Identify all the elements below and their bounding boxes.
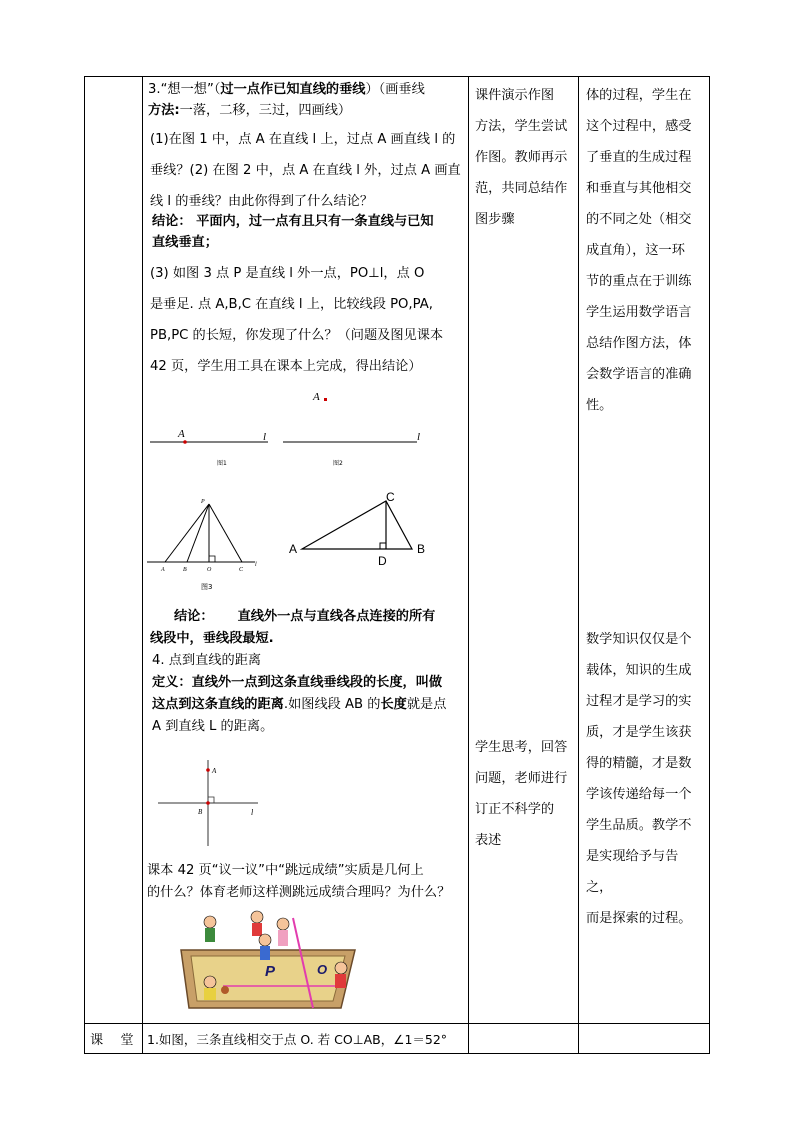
text-line: 节的重点在于训练: [586, 274, 692, 289]
jump-label-O: O: [317, 962, 328, 977]
table-border-right: [709, 76, 710, 1054]
fig3-label-P: P: [201, 499, 205, 505]
table-border-left: [84, 76, 85, 1054]
text-line: 质，才是学生该获: [586, 725, 692, 740]
text: 线段中，垂线段最短.: [150, 631, 274, 646]
tri-label-D: D: [378, 554, 387, 568]
text: 平面内，过一点有且只有一条直线与已知: [196, 214, 434, 229]
text-line: 成直角），这一环: [586, 243, 685, 258]
text-line: 课件演示作图: [475, 88, 555, 103]
conclusion-label: 结论：: [174, 609, 214, 624]
table-divider-2: [468, 76, 469, 1054]
text-line: 问题，老师进行: [475, 771, 568, 786]
text: 就是点: [406, 697, 447, 712]
conclusion-label: 结论：: [152, 214, 192, 229]
fig2-label-A: A: [313, 391, 320, 403]
definition-label: 定义：: [152, 675, 192, 690]
figure-3: [145, 492, 265, 595]
perp-label-A: A: [212, 767, 217, 775]
text-bold: 这点到这条直线的距离: [152, 697, 284, 712]
section-heading: 4. 点到直线的距离: [152, 653, 262, 668]
long-jump-illustration: [175, 908, 360, 1014]
tri-label-B: B: [417, 542, 426, 556]
text-line: 线 l 的垂线？由此你得到了什么结论？: [150, 194, 374, 209]
fig3-label-A: A: [161, 567, 165, 573]
text-bold: 长度: [380, 697, 407, 712]
fig3-label-l: l: [255, 562, 257, 568]
para-book: [147, 860, 469, 904]
text-line: 作图。教师再示: [475, 150, 568, 165]
figure-triangle: [285, 485, 435, 570]
text-bold: 过一点作已知直线的垂线: [220, 82, 366, 97]
text-line: 42 页，学生用工具在课本上完成，得出结论）: [150, 359, 422, 374]
text-line: 范，共同总结作: [475, 181, 568, 196]
text-bold: 直线外一点到这条直线垂线段的长度，叫做: [191, 675, 443, 690]
table-divider-3: [578, 76, 579, 1054]
text-line: 这个过程中，感受: [586, 119, 692, 134]
text-line: 的不同之处（相交: [586, 212, 692, 227]
text-line: (3) 如图 3 点 P 是直线 l 外一点，PO⊥l，点 O: [150, 266, 425, 281]
fig2-label-l: l: [417, 431, 421, 443]
text-line: 是实现给予与告之，: [586, 849, 679, 895]
definition: [152, 672, 468, 738]
col4-block2: [586, 624, 704, 934]
fig3-label-O: O: [207, 567, 212, 573]
text-line: 方法，学生尝试: [475, 119, 568, 134]
text-line: 课本 42 页“议一议”中“跳远成绩”实质是几何上: [147, 863, 424, 878]
row2-label: 课 堂: [90, 1033, 136, 1048]
para-think: [148, 79, 466, 121]
para-fig3: [150, 258, 468, 382]
text-line: 了垂直的生成过程: [586, 150, 692, 165]
text-line: 订正不科学的: [475, 802, 555, 817]
figure-perpendicular: [150, 758, 270, 850]
fig3-caption: 图3: [201, 583, 213, 591]
fig2-caption: 图2: [333, 460, 343, 467]
text: 一落，二移，三过，四画线）: [179, 103, 352, 118]
col3-block2: [475, 732, 575, 856]
fig1-caption: 图1: [217, 460, 227, 467]
conclusion-2: [150, 606, 468, 650]
text-line: 得的精髓，才是数: [586, 756, 692, 771]
text-line: 图步骤: [475, 212, 515, 227]
text-line: 载体，知识的生成: [586, 663, 692, 678]
fig3-label-B: B: [183, 567, 187, 573]
text-line: 表述: [475, 833, 502, 848]
conclusion-1: [152, 211, 468, 253]
text: .如图线段 AB 的: [283, 697, 381, 712]
text-line: 总结作图方法，体: [586, 336, 692, 351]
col3-block1: [475, 80, 575, 235]
text-line: 和垂直与其他相交: [586, 181, 692, 196]
table-divider-1: [142, 76, 143, 1054]
text-line: 学该传递给每一个: [586, 787, 692, 802]
text: ）（画垂线: [365, 82, 425, 97]
figure-1-2: [145, 385, 465, 470]
text-line: 学生思考，回答: [475, 740, 568, 755]
text: 直线垂直；: [152, 235, 218, 250]
text: A 到直线 L 的距离。: [152, 719, 274, 734]
text: 直线外一点与直线各点连接的所有: [237, 609, 436, 624]
text-line: 体的过程，学生在: [586, 88, 692, 103]
table-border-bottom: [84, 1053, 710, 1054]
text-line: 性。: [586, 398, 613, 413]
text-line: 过程才是学习的实: [586, 694, 692, 709]
section-4: [152, 650, 468, 671]
table-row-divider: [84, 1023, 710, 1024]
text-line: 学生品质。教学不: [586, 818, 692, 833]
table-border-top: [84, 76, 710, 77]
text-line: 而是探索的过程。: [586, 911, 692, 926]
perp-label-B: B: [198, 808, 203, 816]
row2-question: 1.如图，三条直线相交于点 O. 若 CO⊥AB，∠1＝52°: [147, 1032, 448, 1047]
text: 3.“想一想”（: [148, 82, 221, 97]
col4-block1: [586, 80, 704, 421]
text-bold: 方法:: [148, 103, 180, 118]
fig1-label-A: A: [178, 428, 185, 440]
text-line: PB,PC 的长短，你发现了什么？（问题及图见课本: [150, 328, 444, 343]
tri-label-A: A: [289, 542, 298, 556]
fig3-label-C: C: [239, 567, 244, 573]
tri-label-C: C: [386, 490, 395, 504]
text-line: (1)在图 1 中，点 A 在直线 l 上，过点 A 画直线 l 的: [150, 132, 456, 147]
text-line: 垂线？(2) 在图 2 中，点 A 在直线 l 外，过点 A 画直: [150, 163, 461, 178]
text-line: 学生运用数学语言: [586, 305, 692, 320]
jump-label-P: P: [265, 963, 276, 980]
text-line: 数学知识仅仅是个: [586, 632, 692, 647]
text-line: 是垂足. 点 A,B,C 在直线 l 上，比较线段 PO,PA,: [150, 297, 433, 312]
fig1-label-l: l: [263, 431, 267, 443]
text-line: 会数学语言的准确: [586, 367, 692, 382]
text-line: 的什么？体育老师这样测跳远成绩合理吗？为什么？: [147, 885, 451, 900]
para-question: [150, 124, 468, 217]
perp-label-l: l: [251, 808, 254, 817]
